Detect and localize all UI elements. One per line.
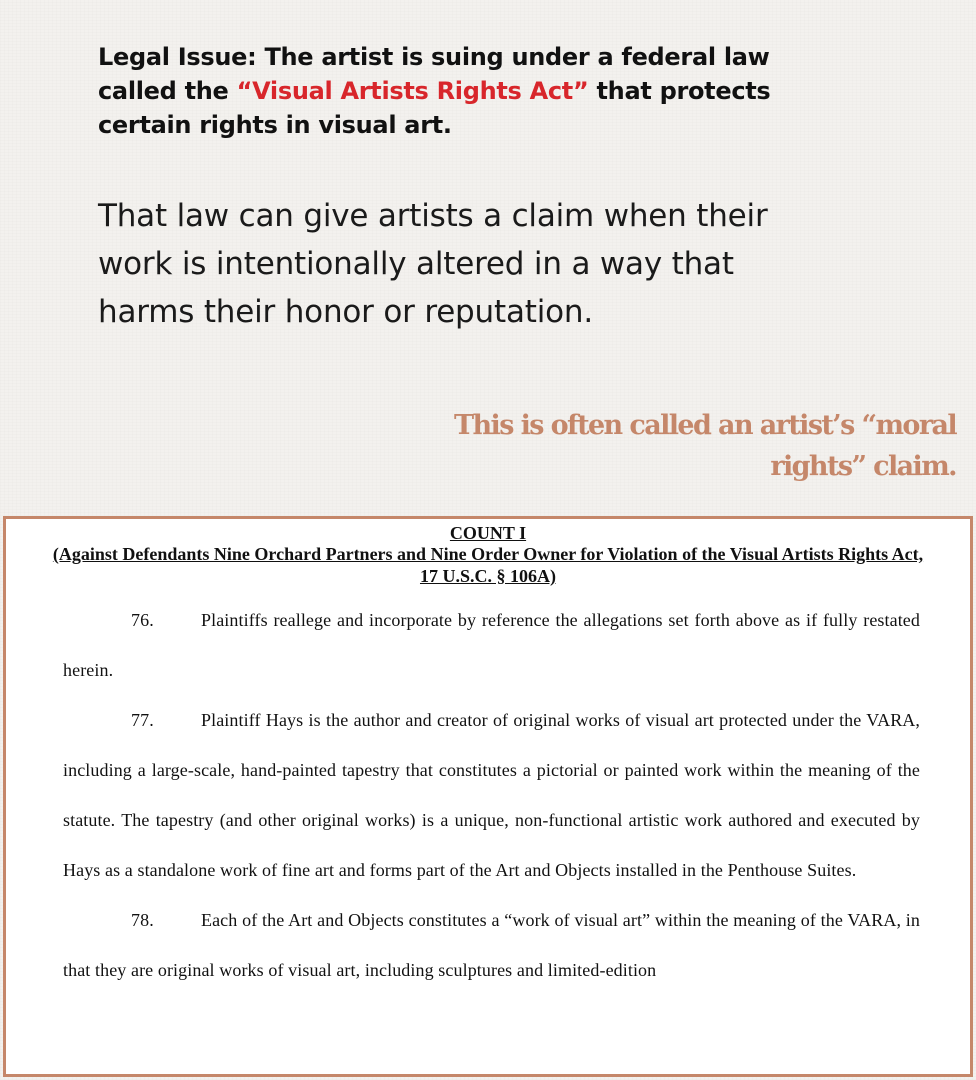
legal-issue-heading bbox=[98, 40, 798, 142]
paragraph-number: 76. bbox=[131, 610, 154, 630]
vara-highlight: “Visual Artists Rights Act” bbox=[236, 77, 589, 105]
paragraph-text: Each of the Art and Objects constitutes a “work of visual art” within the meaning of the VARA, in that they are original works of visual art, including sculptures and limited-edition bbox=[63, 910, 920, 980]
moral-rights-note: This is often called an artist’s “moral rights” claim. bbox=[454, 410, 956, 482]
explanation-text: That law can give artists a claim when their work is intentionally altered in a way that harms their honor or reputation. bbox=[98, 198, 768, 330]
legal-issue-suffix: that protects certain rights in visual art. bbox=[98, 77, 771, 139]
count-subtitle: (Against Defendants Nine Orchard Partners and Nine Order Owner for Violation of the Visual Artists Rights Act, 17 U.S.C. § 106A) bbox=[52, 544, 924, 586]
legal-issue-prefix: Legal Issue: The artist is suing under a federal law called the bbox=[98, 43, 770, 105]
paragraph-number: 78. bbox=[131, 910, 154, 930]
paragraph-76 bbox=[63, 595, 920, 695]
paragraph-77 bbox=[63, 695, 920, 895]
paragraph-text: Plaintiffs reallege and incorporate by reference the allegations set forth above as if fully restated herein. bbox=[63, 610, 920, 680]
paragraph-78 bbox=[63, 895, 920, 995]
count-title: COUNT I bbox=[449, 523, 527, 543]
paragraph-text: Plaintiff Hays is the author and creator of original works of visual art protected under the VARA, including a large-scale, hand-painted tapestry that constitutes a pictorial or painted work within the meaning of the statute. The tapestry (and other original works) is a unique, non-functional artistic work authored and executed by Hays as a standalone work of fine art and forms part of the Art and Objects installed in the Penthouse Suites. bbox=[63, 710, 920, 880]
complaint-excerpt bbox=[3, 516, 973, 1077]
paragraph-number: 77. bbox=[131, 710, 154, 730]
